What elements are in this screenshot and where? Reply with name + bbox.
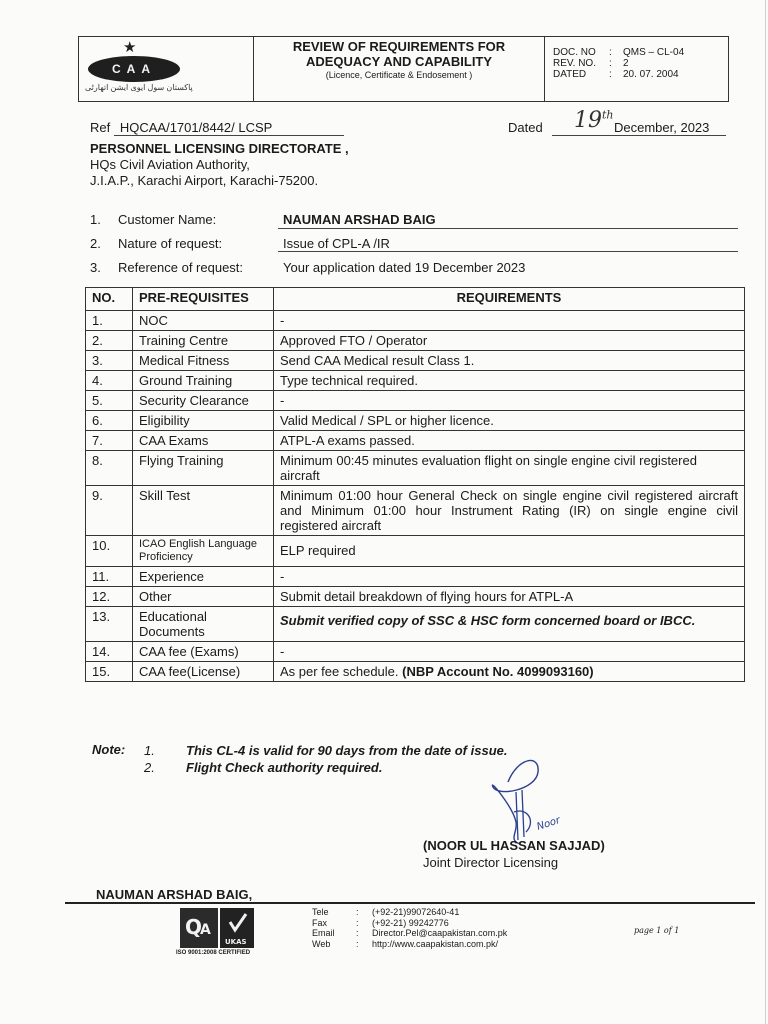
col-header-no: NO. [86,288,133,311]
cell-requirement: - [274,311,745,331]
header-meta [545,37,728,101]
doc-no-row: DOC. NO : QMS – CL-04 [553,47,685,58]
cell-no: 1. [86,311,133,331]
rev-no-value: 2 [623,58,629,69]
table-row [86,486,745,536]
customer-name-value: NAUMAN ARSHAD BAIG [283,212,436,227]
note-label: Note: [92,742,126,757]
contact-tele: Tele : (+92-21)99072640-41 [312,907,460,917]
contact-fax: Fax : (+92-21) 99242776 [312,917,449,928]
contact-value: Director.Pel@caapakistan.com.pk [372,928,508,938]
field-label: Reference of request: [118,260,244,275]
cell-prerequisite: Flying Training [133,451,274,486]
header-title-line1: REVIEW OF REQUIREMENTS FOR [292,39,506,54]
cell-no: 5. [86,391,133,411]
ref-value: HQCAA/1701/8442/ LCSP [114,120,344,136]
cell-no: 8. [86,451,133,486]
logo-urdu-text: پاکستان سول ایوی ایشن اتھارٹی [85,83,193,92]
cell-prerequisite: Security Clearance [133,391,274,411]
table-row [86,331,745,351]
cell-requirement: Valid Medical / SPL or higher licence. [274,411,745,431]
col-header-prerequisites: PRE-REQUISITES [133,288,274,311]
table-header-row [86,288,745,311]
cell-no: 15. [86,662,133,682]
table-row [86,587,745,607]
letter-dated-label: Dated [508,120,543,135]
cell-requirement: Minimum 01:00 hour General Check on single engine civil registered aircraft and Minimum 01:00 hour Instrument Rating (IR) on single engine civil registered aircraft [274,486,745,536]
svg-text:Noor: Noor [535,815,562,833]
doc-no-value: QMS – CL-04 [623,47,685,58]
table-row [86,607,745,642]
address-block [90,141,349,189]
cell-requirement: ATPL-A exams passed. [274,431,745,451]
cell-requirement: Minimum 00:45 minutes evaluation flight on single engine civil registered aircraft [274,451,745,486]
cell-prerequisite: Educational Documents [133,607,274,642]
signature-scribble [478,752,588,852]
signer-title: Joint Director Licensing [423,855,559,870]
cell-prerequisite: Experience [133,567,274,587]
table-row [86,536,745,567]
fee-schedule-text: As per fee schedule. [280,664,399,679]
cell-prerequisite: Training Centre [133,331,274,351]
cell-no: 6. [86,411,133,431]
cell-requirement: - [274,567,745,587]
cell-no: 4. [86,371,133,391]
page-number: page 1 of 1 [634,926,680,935]
cell-prerequisite: Other [133,587,274,607]
cell-requirement: Submit verified copy of SSC & HSC form concerned board or IBCC. [274,607,745,642]
cell-no: 12. [86,587,133,607]
document-header [78,36,729,102]
account-number: (NBP Account No. 4099093160) [402,664,594,679]
dated-label: DATED [553,69,587,80]
cell-no: 13. [86,607,133,642]
reference-of-request-value: Your application dated 19 December 2023 [283,260,526,275]
table-row [86,567,745,587]
rev-no-row: REV. NO. : 2 [553,58,629,69]
table-row [86,451,745,486]
contact-value: http://www.caapakistan.com.pk/ [372,938,499,949]
svg-text:Q: Q [185,915,203,939]
star-icon: ★ [123,39,137,56]
field-reference-of-request: 3. Reference of request: [90,260,244,275]
signer-name: (NOOR UL HASSAN SAJJAD) [423,838,605,853]
note-item: 1. This CL-4 is valid for 90 days from the date of issue. [144,743,508,758]
doc-no-label: DOC. NO [553,47,596,58]
cell-prerequisite: NOC [133,311,274,331]
cell-prerequisite: CAA fee (Exams) [133,642,274,662]
contact-value: (+92-21) 99242776 [372,917,449,928]
table-row [86,642,745,662]
header-title-block [254,37,545,101]
note-item: 2. Flight Check authority required. [144,760,383,775]
contact-email: Email : Director.Pel@caapakistan.com.pk [312,928,508,938]
cell-prerequisite: ICAO English Language Proficiency [133,536,274,567]
dated-value: 20. 07. 2004 [623,69,679,80]
cell-requirement: Type technical required. [274,371,745,391]
cell-no: 11. [86,567,133,587]
table-row [86,411,745,431]
cell-requirement: Send CAA Medical result Class 1. [274,351,745,371]
contact-web: Web : http://www.caapakistan.com.pk/ [312,938,499,949]
table-row [86,351,745,371]
address-line1: HQs Civil Aviation Authority, [90,157,250,172]
ref-label: Ref [90,120,111,135]
cell-prerequisite: Medical Fitness [133,351,274,371]
letter-dated-value: December, 2023 [614,120,710,135]
cell-prerequisite: Skill Test [133,486,274,536]
field-label: Customer Name: [118,212,217,227]
cell-no: 9. [86,486,133,536]
col-header-requirements: REQUIREMENTS [274,288,745,311]
cell-requirement: ELP required [274,536,745,567]
svg-text:UKAS: UKAS [225,938,247,946]
contact-value: (+92-21)99072640-41 [372,907,460,917]
recipient-name: NAUMAN ARSHAD BAIG, [96,887,253,902]
cell-prerequisite: Eligibility [133,411,274,431]
cell-requirement: Submit detail breakdown of flying hours for ATPL-A [274,587,745,607]
svg-text:A: A [200,922,211,938]
table-row [86,662,745,682]
cell-requirement: - [274,391,745,411]
cell-no: 7. [86,431,133,451]
iso-certification-logo [180,908,254,948]
caa-logo [79,37,254,101]
requirements-table [85,287,745,682]
field-nature-of-request: 2. Nature of request: [90,236,223,251]
iso-caption: ISO 9001:2008 CERTIFIED [176,950,251,956]
cell-requirement: Approved FTO / Operator [274,331,745,351]
cell-prerequisite: Ground Training [133,371,274,391]
cell-no: 3. [86,351,133,371]
table-row [86,431,745,451]
cell-prerequisite: CAA fee(License) [133,662,274,682]
cell-requirement: - [274,642,745,662]
address-line2: J.I.A.P., Karachi Airport, Karachi-75200. [90,173,319,188]
rev-no-label: REV. NO. [553,58,596,69]
contact-block [312,907,507,949]
page-edge [765,0,766,1024]
logo-oval: CAA [88,56,180,82]
ref-line [90,120,344,136]
note-text: This CL-4 is valid for 90 days from the date of issue. [186,743,508,758]
directorate-name: PERSONNEL LICENSING DIRECTORATE , [90,141,349,156]
cell-no: 2. [86,331,133,351]
footer-divider [65,902,755,904]
dated-row: DATED : 20. 07. 2004 [553,69,679,80]
cell-prerequisite: CAA Exams [133,431,274,451]
field-underline [278,228,738,229]
table-row [86,391,745,411]
table-row [86,311,745,331]
field-label: Nature of request: [118,236,223,251]
note-text: Flight Check authority required. [186,760,383,775]
table-row [86,371,745,391]
handwritten-day: 19th [574,108,614,133]
cell-requirement [274,662,745,682]
field-underline [278,251,738,252]
header-title-line2: ADEQUACY AND CAPABILITY [305,54,493,69]
dated-underline [552,135,726,136]
field-customer-name: 1. Customer Name: [90,212,217,227]
nature-of-request-value: Issue of CPL-A /IR [283,236,390,251]
cell-no: 10. [86,536,133,567]
header-subtitle: (Licence, Certificate & Endosement ) [325,70,473,80]
cell-no: 14. [86,642,133,662]
